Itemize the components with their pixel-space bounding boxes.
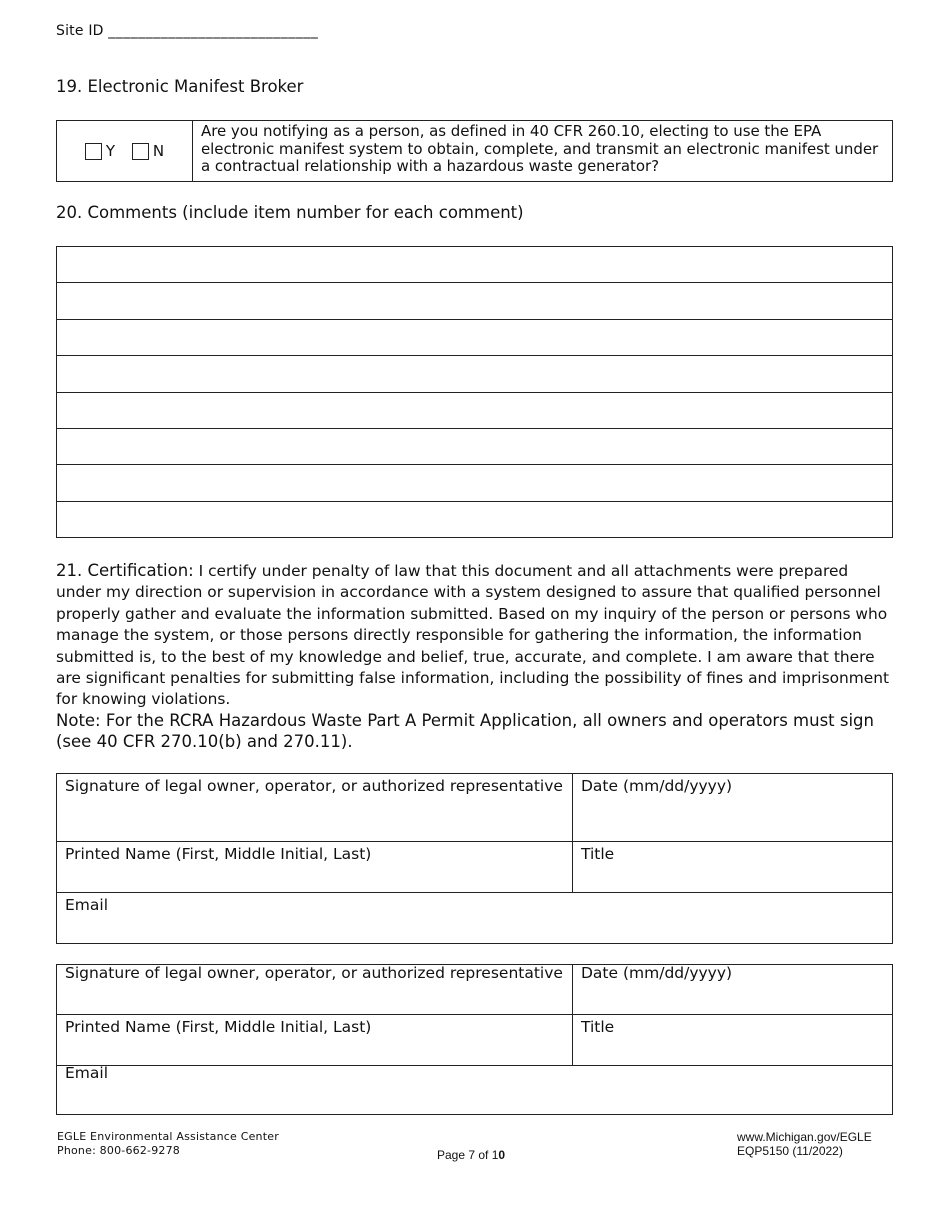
certification-lead: 21. Certification: bbox=[56, 561, 194, 580]
comments-table bbox=[56, 246, 893, 538]
title-label: Title bbox=[581, 845, 615, 863]
section-19-table bbox=[56, 120, 893, 182]
comment-row-2[interactable] bbox=[57, 283, 893, 319]
footer-form-code: EQP5150 (11/2022) bbox=[737, 1144, 843, 1158]
email-field[interactable] bbox=[57, 893, 893, 944]
comment-row-4[interactable] bbox=[57, 356, 893, 392]
section-20-heading: 20. Comments (include item number for each comment) bbox=[56, 203, 524, 222]
signature-label: Signature of legal owner, operator, or authorized representative bbox=[65, 777, 563, 795]
date-field[interactable] bbox=[573, 965, 893, 1015]
date-label: Date (mm/dd/yyyy) bbox=[581, 777, 733, 795]
date-label: Date (mm/dd/yyyy) bbox=[581, 964, 733, 982]
page-number-text: Page 7 of 1 bbox=[437, 1148, 499, 1162]
comment-row-7[interactable] bbox=[57, 465, 893, 501]
date-field[interactable] bbox=[573, 774, 893, 842]
certification-statement bbox=[56, 560, 896, 711]
no-checkbox[interactable] bbox=[132, 143, 149, 160]
footer-org: EGLE Environmental Assistance Center bbox=[57, 1130, 279, 1143]
printed-name-label: Printed Name (First, Middle Initial, Last) bbox=[65, 1018, 372, 1036]
site-id-field[interactable] bbox=[56, 23, 318, 39]
title-label: Title bbox=[581, 1018, 615, 1036]
site-id-label: Site ID bbox=[56, 23, 104, 39]
yes-label: Y bbox=[105, 142, 116, 161]
signature-block-2 bbox=[56, 964, 893, 1115]
comment-row-3[interactable] bbox=[57, 319, 893, 355]
page-number-total-digit: 0 bbox=[498, 1148, 506, 1162]
signature-block-1 bbox=[56, 773, 893, 944]
footer-org-info bbox=[57, 1130, 279, 1158]
certification-note: Note: For the RCRA Hazardous Waste Part A Permit Application, all owners and operators must sign (see 40 CFR 270.10(b) and 270.11). bbox=[56, 711, 874, 752]
printed-name-label: Printed Name (First, Middle Initial, Last) bbox=[65, 845, 372, 863]
footer-website: www.Michigan.gov/EGLE bbox=[737, 1130, 872, 1144]
comment-row-5[interactable] bbox=[57, 392, 893, 428]
broker-question: Are you notifying as a person, as defined in 40 CFR 260.10, electing to use the EPA electronic manifest system to obtain, complete, and transmit an electronic manifest under a contractual relationship with a hazardous waste generator? bbox=[193, 121, 893, 182]
email-field[interactable] bbox=[57, 1066, 893, 1115]
yes-checkbox[interactable] bbox=[85, 143, 102, 160]
signature-field[interactable] bbox=[57, 774, 573, 842]
no-label: N bbox=[152, 142, 165, 161]
comment-row-1[interactable] bbox=[57, 247, 893, 283]
comment-row-6[interactable] bbox=[57, 428, 893, 464]
printed-name-field[interactable] bbox=[57, 842, 573, 893]
email-label: Email bbox=[65, 1064, 109, 1082]
section-19-heading: 19. Electronic Manifest Broker bbox=[56, 77, 304, 96]
email-label: Email bbox=[65, 896, 109, 914]
page-number bbox=[437, 1148, 505, 1162]
footer-phone: Phone: 800-662-9278 bbox=[57, 1144, 181, 1157]
comment-row-8[interactable] bbox=[57, 501, 893, 537]
footer-right-info bbox=[737, 1130, 872, 1158]
yes-no-cell bbox=[57, 121, 193, 182]
title-field[interactable] bbox=[573, 1015, 893, 1066]
site-id-input-line[interactable]: ____________________________ bbox=[108, 23, 319, 39]
certification-body: I certify under penalty of law that this document and all attachments were prepared under my direction or supervision in accordance with a system designed to assure that qualified personnel properly gather and evaluate the information submitted. Based on my inquiry of the person or persons who manage the system, or those persons directly responsible for gathering the information, the information submitted is, to the best of my knowledge and belief, true, accurate, and complete. I am aware that there are significant penalties for submitting false information, including the possibility of fines and imprisonment for knowing violations. bbox=[56, 562, 890, 709]
signature-label: Signature of legal owner, operator, or authorized representative bbox=[65, 964, 563, 982]
signature-field[interactable] bbox=[57, 965, 573, 1015]
title-field[interactable] bbox=[573, 842, 893, 893]
printed-name-field[interactable] bbox=[57, 1015, 573, 1066]
